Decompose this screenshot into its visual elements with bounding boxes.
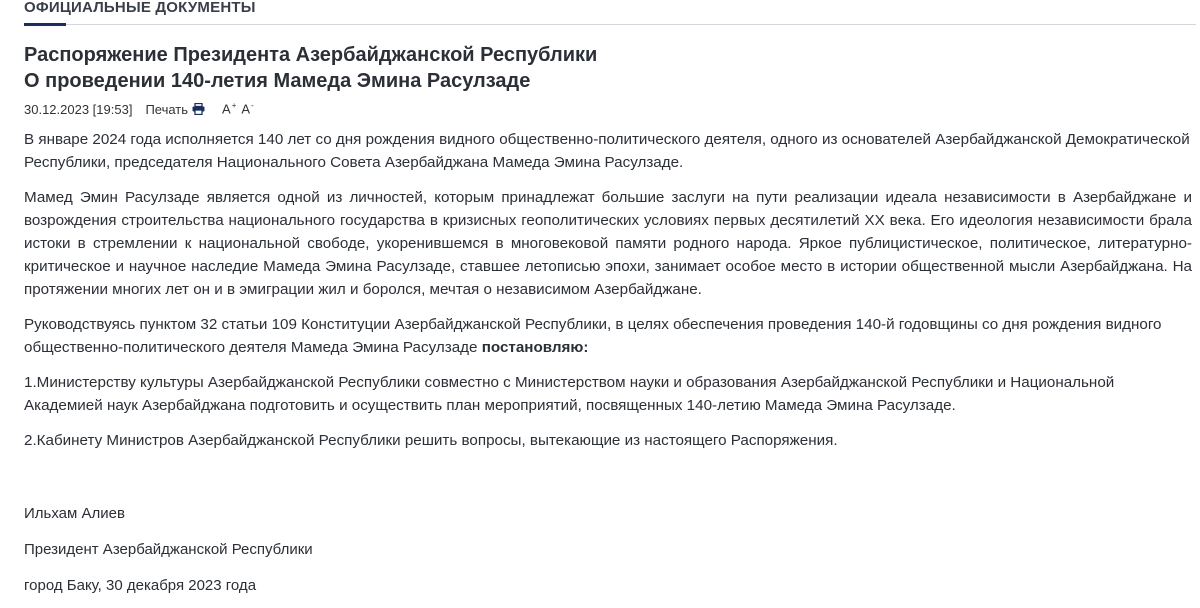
paragraph-3: Руководствуясь пунктом 32 статьи 109 Конституции Азербайджанской Республики, в целях обеспечения проведения 140-й годовщины со дня рождения видного общественно-политического деятеля Мамеда Эмина Расулзаде постановляю: (24, 316, 1162, 356)
signature-position: Президент Азербайджанской Республики (24, 541, 313, 558)
article-title (24, 42, 1174, 94)
paragraph-4: 1.Министерству культуры Азербайджанской Республики совместно с Министерством науки и образования Азербайджанской Республики и Национальной Академией наук Азербайджана подготовить и осуществить план мероприятий, посвященных 140-летию Мамеда Эмина Расулзаде. (24, 374, 1115, 414)
article-meta (24, 101, 254, 117)
font-increase-button[interactable]: A+ (222, 101, 237, 117)
signature-place-date: город Баку, 30 декабря 2023 года (24, 577, 257, 594)
print-button[interactable] (145, 102, 205, 117)
signature-name: Ильхам Алиев (24, 505, 125, 522)
print-label: Печать (145, 101, 189, 117)
publish-date: 30.12.2023 [19:53] (24, 101, 133, 117)
section-header (24, 0, 1196, 25)
paragraph-2: Мамед Эмин Расулзаде является одной из личностей, которым принадлежат большие заслуги на пути реализации идеала независимости в Азербайджане и возрождения строительства национального государства в кризисных геополитических условиях первых десятилетий XX века. Его идеология независимости брала истоки в стремлении к национальной свободе, укоренившемся в многовековой памяти родного народа. Яркое публицистическое, политическое, литературно-критическое и научное наследие Мамеда Эмина Расулзаде, ставшее летописью эпохи, занимает особое место в истории общественной мысли Азербайджана. На протяжении многих лет он и в эмиграции жил и боролся, мечтая о независимом Азербайджане. (24, 189, 1192, 298)
section-underline (24, 23, 66, 26)
article-title-line-1: Распоряжение Президента Азербайджанской Республики (24, 44, 598, 66)
printer-icon (192, 103, 205, 115)
article-title-line-2: О проведении 140-летия Мамеда Эмина Расулзаде (24, 70, 531, 92)
section-title[interactable]: ОФИЦИАЛЬНЫЕ ДОКУМЕНТЫ (24, 0, 256, 16)
paragraph-5: 2.Кабинету Министров Азербайджанской Республики решить вопросы, вытекающие из настоящего Распоряжения. (24, 432, 838, 449)
font-decrease-button[interactable]: A- (241, 101, 254, 117)
decree-word: постановляю: (481, 339, 589, 356)
paragraph-1: В январе 2024 года исполняется 140 лет со дня рождения видного общественно-политического деятеля, одного из основателей Азербайджанской Демократической Республики, председателя Национального Совета Азербайджана Мамеда Эмина Расулзаде. (24, 131, 1190, 171)
article-body (24, 128, 1192, 464)
